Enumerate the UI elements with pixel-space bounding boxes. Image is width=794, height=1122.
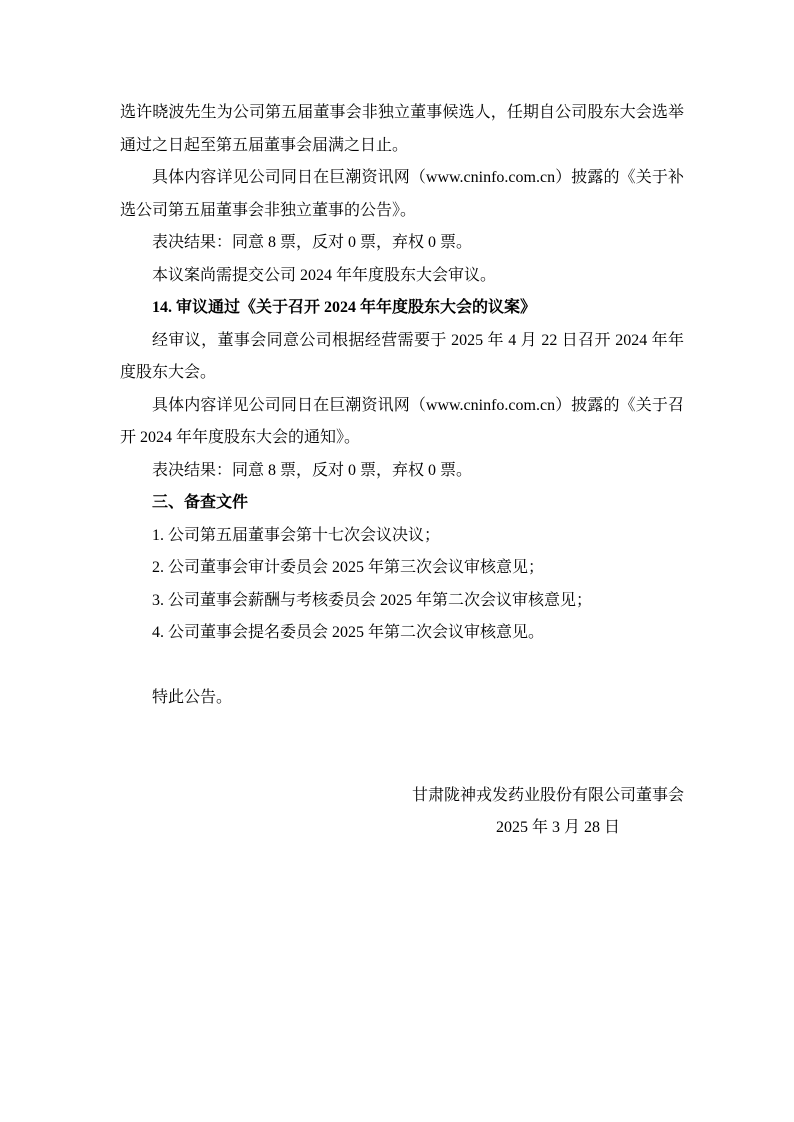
para-disclosure-item-13: 具体内容详见公司同日在巨潮资讯网（www.cninfo.com.cn）披露的《关于补选公司第五届董事会非独立董事的公告》。 — [120, 169, 684, 219]
blank-line — [120, 747, 684, 780]
para-item-14-body: 经审议，董事会同意公司根据经营需要于 2025 年 4 月 22 日召开 2024 年年度股东大会。 — [120, 331, 684, 381]
reference-doc-item-1: 1. 公司第五届董事会第十七次会议决议； — [152, 526, 441, 544]
document-body — [120, 97, 684, 845]
para-disclosure-item-14: 具体内容详见公司同日在巨潮资讯网（www.cninfo.com.cn）披露的《关于召开 2024 年年度股东大会的通知》。 — [120, 396, 684, 446]
reference-doc-item-4: 4. 公司董事会提名委员会 2025 年第二次会议审核意见。 — [152, 624, 545, 641]
heading-section-3-reference-documents: 三、备查文件 — [152, 494, 249, 511]
reference-doc-item-3: 3. 公司董事会薪酬与考核委员会 2025 年第二次会议审核意见； — [152, 591, 593, 609]
heading-item-14: 14. 审议通过《关于召开 2024 年年度股东大会的议案》 — [152, 299, 537, 316]
reference-doc-item-2: 2. 公司董事会审计委员会 2025 年第三次会议审核意见； — [152, 559, 545, 576]
blank-line — [120, 715, 684, 748]
para-vote-result-item-14: 表决结果：同意 8 票，反对 0 票，弃权 0 票。 — [152, 461, 473, 479]
para-submit-to-agm: 本议案尚需提交公司 2024 年年度股东大会审议。 — [152, 266, 497, 284]
para-continuation-item-13: 选许晓波先生为公司第五届董事会非独立董事候选人，任期自公司股东大会选举通过之日起至第五届董事会届满之日止。 — [120, 104, 684, 154]
signature-company: 甘肃陇神戎发药业股份有限公司董事会 — [411, 786, 684, 804]
para-vote-result-item-13: 表决结果：同意 8 票，反对 0 票，弃权 0 票。 — [152, 234, 473, 251]
signature-date: 2025 年 3 月 28 日 — [495, 819, 620, 836]
blank-line — [120, 650, 684, 683]
para-closing: 特此公告。 — [152, 689, 233, 706]
